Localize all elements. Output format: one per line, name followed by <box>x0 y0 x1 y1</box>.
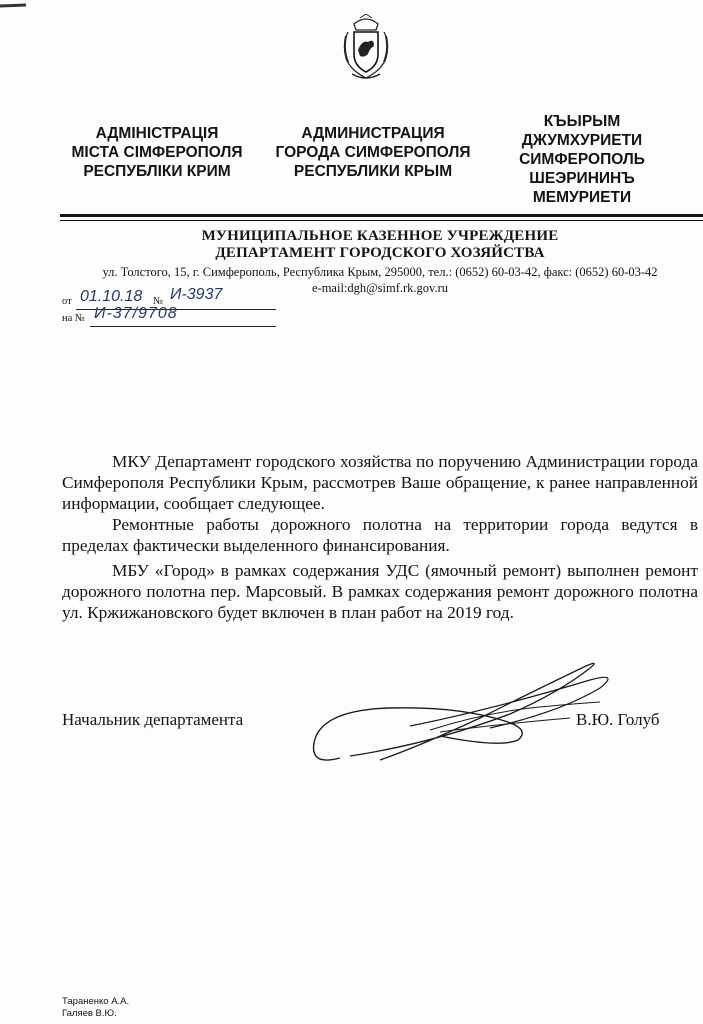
header-ru-line: РЕСПУБЛИКИ КРЫМ <box>293 163 453 180</box>
institution-address: ул. Толстого, 15, г. Симферополь, Республика Крым, 295000, тел.: (0652) 60-03-42, факс: (0652) 60-03-42 <box>102 265 658 279</box>
reg-no-label: № <box>153 296 164 307</box>
header-divider-thin <box>60 220 703 221</box>
reg-to-label: на № <box>62 313 85 324</box>
header-ua-line: МІСТА СІМФЕРОПОЛЯ <box>71 144 243 161</box>
body-paragraph-1: МКУ Департамент городского хозяйства по поручению Администрации города Симферополя Республики Крым, рассмотрев Ваше обращение, к ранее направленной информации, сообщает следующее. <box>62 452 698 513</box>
reg-to-number: И-37/9708 <box>94 305 178 322</box>
header-ua-line: АДМІНІСТРАЦІЯ <box>95 125 219 142</box>
handwritten-signature <box>290 648 630 778</box>
header-crimean-tatar <box>506 112 658 207</box>
body-paragraph-2: Ремонтные работы дорожного полотна на территории города ведутся в пределах фактически выделенного финансирования. <box>62 515 698 555</box>
body-paragraph-3: МБУ «Город» в рамках содержания УДС (ямочный ремонт) выполнен ремонт дорожного полотна пер. Марсовый. В рамках содержания ремонт дорожного полотна ул. Кржижановского будет включен в план работ на 2019 год. <box>62 561 698 622</box>
header-divider <box>60 214 703 217</box>
institution-line-2: ДЕПАРТАМЕНТ ГОРОДСКОГО ХОЗЯЙСТВА <box>215 245 545 261</box>
executor-name: Тараненко А.А. <box>62 996 130 1007</box>
institution-name <box>60 228 700 262</box>
header-crh-line: СИМФЕРОПОЛЬ <box>519 151 645 168</box>
institution-email: e-mail:dgh@simf.rk.gov.ru <box>311 281 449 295</box>
institution-line-1: МУНИЦИПАЛЬНОЕ КАЗЕННОЕ УЧРЕЖДЕНИЕ <box>201 228 559 244</box>
header-russian <box>262 124 484 181</box>
header-crh-line: ШЕЭРИНИНЪ <box>529 170 635 187</box>
header-crh-line: ДЖУМХУРИЕТИ <box>521 132 643 149</box>
reg-to-line <box>90 326 276 327</box>
reg-from-date: 01.10.18 <box>80 288 143 305</box>
reg-from-number: И-3937 <box>170 286 223 303</box>
executor-name: Галяев В.Ю. <box>62 1008 117 1019</box>
header-ru-line: ГОРОДА СИМФЕРОПОЛЯ <box>275 144 471 161</box>
signatory-name: В.Ю. Голуб <box>576 710 660 729</box>
header-ukrainian <box>48 124 266 181</box>
header-crh-line: МЕМУРИЕТИ <box>532 189 632 206</box>
header-ru-line: АДМИНИСТРАЦИЯ <box>301 125 445 142</box>
header-crh-line: КЪЫРЫМ <box>543 113 621 130</box>
signatory-position: Начальник департамента <box>62 710 244 729</box>
header-ua-line: РЕСПУБЛІКИ КРИМ <box>83 163 231 180</box>
coat-of-arms-icon <box>340 14 392 84</box>
pen-mark <box>0 4 26 8</box>
reg-from-label: от <box>62 296 72 307</box>
